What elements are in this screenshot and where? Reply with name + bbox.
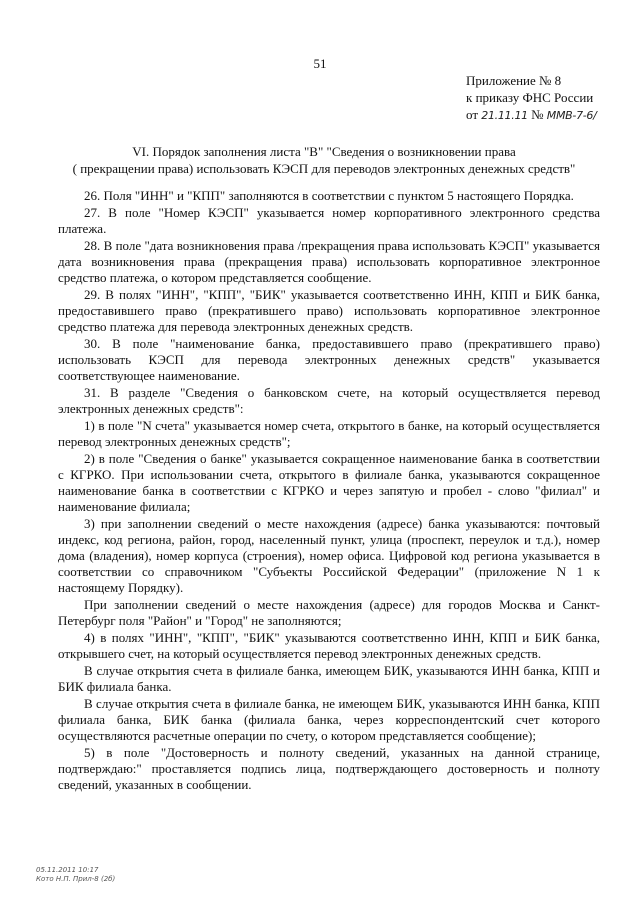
paragraph: В случае открытия счета в филиале банка, не имеющем БИК, указываются ИНН банка, КПП филиала банка, БИК банка (филиала банка, через корреспондентский счет которого осуществляются расчетные операции по счету, о котором представляется сообщение); bbox=[58, 696, 600, 743]
document-body bbox=[58, 188, 600, 794]
appendix-date-handwritten: 21.11.11 bbox=[481, 109, 528, 122]
paragraph: В случае открытия счета в филиале банка, имеющем БИК, указываются ИНН банка, КПП и БИК филиала банка. bbox=[58, 663, 600, 694]
appendix-date-number bbox=[466, 106, 634, 124]
footer-file-ref: Кото Н.П. Прил-8 (2б) bbox=[36, 875, 116, 883]
section-heading bbox=[36, 143, 612, 177]
paragraph: 2) в поле "Сведения о банке" указывается сокращенное наименование банка в соответствии с КГРКО. При использовании счета, открытого в филиале банка, указываются сокращенное наименование банка в соответствии с КГРКО и через запятую и пробел - слово "филиал" и наименование филиала; bbox=[58, 451, 600, 514]
paragraph: При заполнении сведений о месте нахождения (адресе) для городов Москва и Санкт-Петербург поля "Район" и "Город" не заполняются; bbox=[58, 597, 600, 628]
paragraph: 28. В поле "дата возникновения права /прекращения права использовать КЭСП" указывается дата возникновения права (прекращения права) использовать корпоративное электронное средство платежа, о котором представляется сообщение. bbox=[58, 238, 600, 285]
appendix-title: Приложение № 8 bbox=[466, 73, 562, 88]
paragraph: 29. В полях "ИНН", "КПП", "БИК" указывается соответственно ИНН, КПП и БИК банка, предоставившего право (прекратившего право) использовать корпоративное электронное средство платежа для перевода электронных денежных средств. bbox=[58, 287, 600, 334]
paragraph: 31. В разделе "Сведения о банковском счете, на который осуществляется перевод электронных денежных средств": bbox=[58, 385, 600, 416]
appendix-number-handwritten: ММВ-7-6/ bbox=[546, 109, 597, 122]
appendix-block bbox=[466, 72, 634, 124]
footer-timestamp: 05.11.2011 10:17 bbox=[36, 866, 99, 874]
paragraph: 27. В поле "Номер КЭСП" указывается номер корпоративного электронного средства платежа. bbox=[58, 205, 600, 236]
paragraph: 4) в полях "ИНН", "КПП", "БИК" указываются соответственно ИНН, КПП и БИК банка, открывшего счет, на который осуществляется перевод электронных денежных средств. bbox=[58, 630, 600, 661]
appendix-order-ref: к приказу ФНС России bbox=[466, 90, 594, 105]
paragraph: 26. Поля "ИНН" и "КПП" заполняются в соответствии с пунктом 5 настоящего Порядка. bbox=[84, 188, 574, 203]
paragraph: 1) в поле "N счета" указывается номер счета, открытого в банке, на который осуществляется перевод электронных денежных средств"; bbox=[58, 418, 600, 449]
appendix-number-label: № bbox=[527, 107, 547, 122]
appendix-date-prefix: от bbox=[466, 107, 482, 122]
paragraph: 30. В поле "наименование банка, предоставившего право (прекратившего право) использовать КЭСП для перевода электронных денежных средств" указывается соответствующее наименование. bbox=[58, 336, 600, 383]
footer-stamp bbox=[36, 866, 115, 884]
section-heading-line-2: ( прекращении права) использовать КЭСП для переводов электронных денежных средств" bbox=[72, 161, 576, 176]
page-number: 51 bbox=[313, 56, 327, 71]
paragraph: 3) при заполнении сведений о месте нахождения (адресе) банка указываются: почтовый индекс, код региона, район, город, населенный пункт, улица (проспект, переулок и т.д.), номер дома (владения), номер корпуса (строения), номер офиса. Цифровой код региона указывается в соответствии со справочником "Субъекты Российской Федерации" (приложение N 1 к настоящему Порядку). bbox=[58, 516, 600, 595]
paragraph: 5) в поле "Достоверность и полноту сведений, указанных на данной странице, подтверждаю:" проставляется подпись лица, подтверждающего достоверность и полноту сведений, указанных в сообщении. bbox=[58, 745, 600, 792]
section-heading-line-1: VI. Порядок заполнения листа "В" "Сведения о возникновении права bbox=[132, 144, 516, 159]
